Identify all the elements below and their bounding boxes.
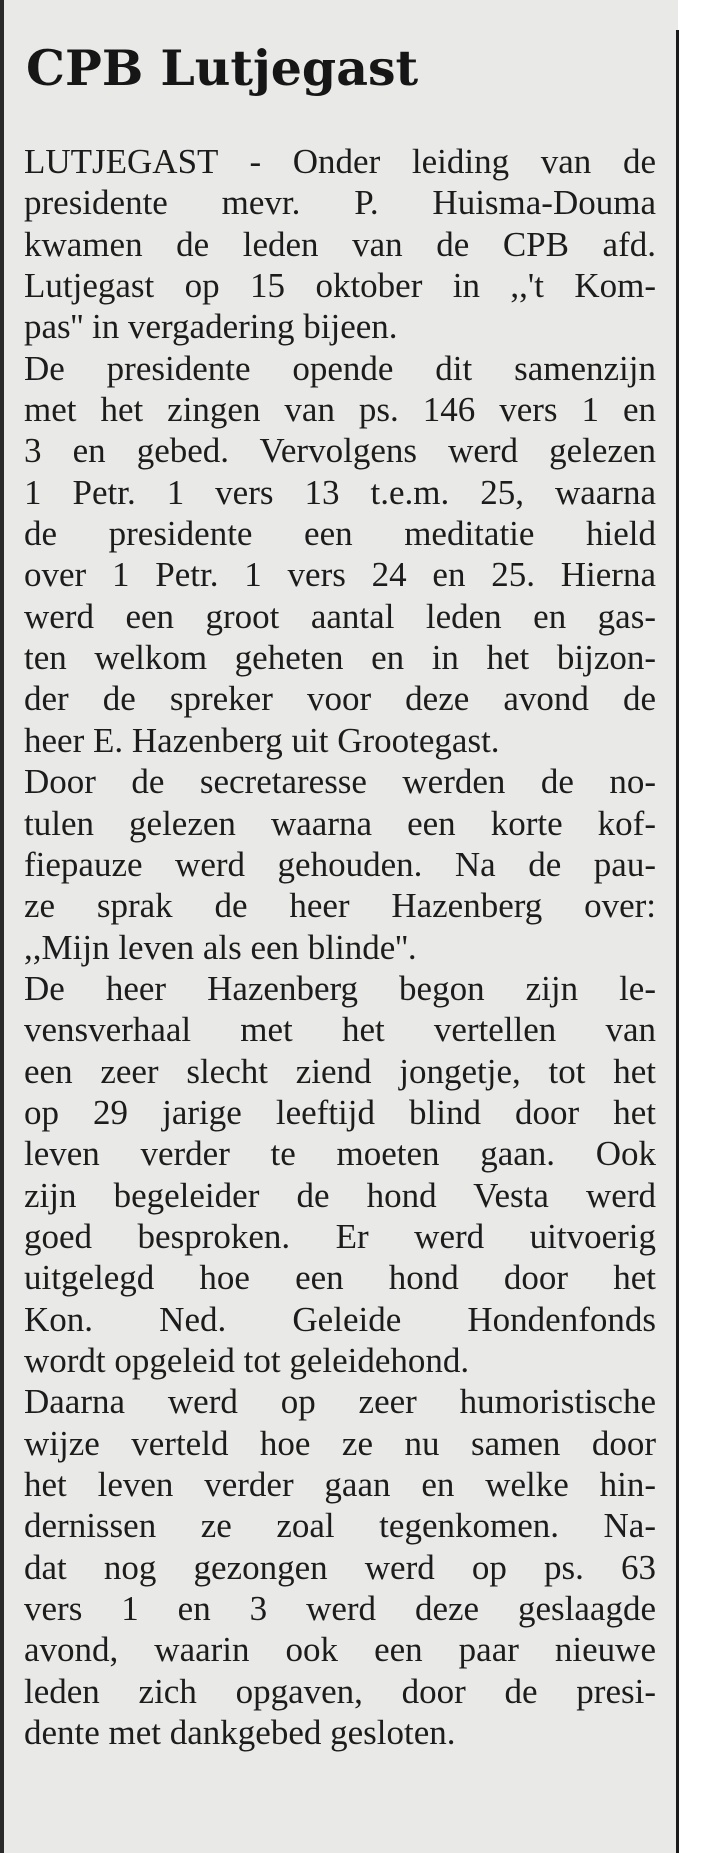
article-line: tulen gelezen waarna een korte kof-	[24, 803, 656, 843]
clipping-left-edge	[0, 0, 4, 1853]
article-line: een zeer slecht ziend jongetje, tot het	[24, 1051, 656, 1091]
article-line: leden zich opgaven, door de presi-	[24, 1671, 656, 1711]
article-line: De presidente opende dit samenzijn	[24, 348, 656, 388]
article-body	[24, 141, 656, 1753]
article-line: heer E. Hazenberg uit Grootegast.	[24, 720, 500, 760]
article-line: met het zingen van ps. 146 vers 1 en	[24, 390, 656, 430]
article-line: zijn begeleider de hond Vesta werd	[24, 1175, 656, 1215]
article-line: dernissen ze zoal tegenkomen. Na-	[24, 1506, 656, 1546]
article-line: vers 1 en 3 werd deze geslaagde	[24, 1589, 656, 1629]
article-line: uitgelegd hoe een hond door het	[24, 1258, 656, 1298]
article-line: werd een groot aantal leden en gas-	[24, 596, 656, 636]
article-line: fiepauze werd gehouden. Na de pau-	[24, 844, 656, 884]
article-line: wordt opgeleid tot geleidehond.	[24, 1340, 470, 1380]
article-line: ,,Mijn leven als een blinde''.	[24, 927, 417, 967]
article-line: het leven verder gaan en welke hin-	[24, 1465, 656, 1504]
article-line: avond, waarin ook een paar nieuwe	[24, 1630, 656, 1670]
article-line: 1 Petr. 1 vers 13 t.e.m. 25, waarna	[24, 472, 656, 512]
article-line: Kon. Ned. Geleide Hondenfonds	[24, 1299, 656, 1339]
article-line: op 29 jarige leeftijd blind door het	[24, 1092, 656, 1132]
article-headline: CPB Lutjegast	[26, 39, 419, 97]
article-line: leven verder te moeten gaan. Ook	[24, 1134, 656, 1174]
article-line: Lutjegast op 15 oktober in ,,'t Kom-	[24, 266, 656, 306]
article-line: Door de secretaresse werden de no-	[24, 762, 656, 802]
article-line: ze sprak de heer Hazenberg over:	[24, 886, 656, 926]
article-line: kwamen de leden van de CPB afd.	[24, 224, 656, 264]
article-line: goed besproken. Er werd uitvoerig	[24, 1216, 656, 1256]
article-line: vensverhaal met het vertellen van	[24, 1010, 656, 1050]
article-line: De heer Hazenberg begon zijn le-	[24, 968, 656, 1008]
article-line: Daarna werd op zeer humoristische	[24, 1382, 656, 1422]
article-line: over 1 Petr. 1 vers 24 en 25. Hierna	[24, 555, 656, 595]
article-line: de presidente een meditatie hield	[24, 514, 656, 554]
article-line: ten welkom geheten en in het bijzon-	[24, 638, 656, 678]
article-line: dente met dankgebed gesloten.	[24, 1713, 456, 1753]
article-line: wijze verteld hoe ze nu samen door	[24, 1423, 656, 1463]
article-line: presidente mevr. P. Huisma-Douma	[24, 183, 656, 223]
article-line: LUTJEGAST - Onder leiding van de	[24, 142, 656, 181]
article-line: der de spreker voor deze avond de	[24, 679, 656, 719]
article-line: 3 en gebed. Vervolgens werd gelezen	[24, 431, 656, 471]
clipping-right-edge	[676, 30, 679, 1853]
article-line: pas'' in vergadering bijeen.	[24, 307, 398, 347]
article-line: dat nog gezongen werd op ps. 63	[24, 1547, 656, 1587]
